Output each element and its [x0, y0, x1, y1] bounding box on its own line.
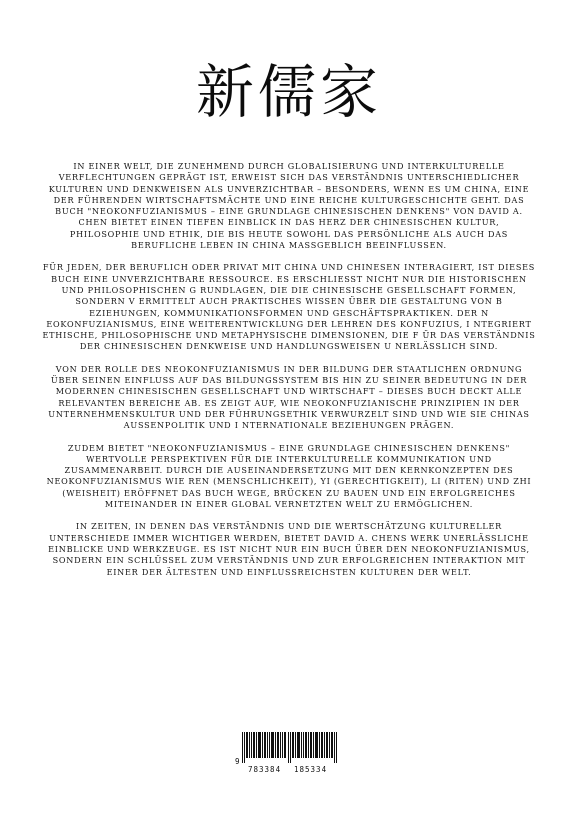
barcode-left-digits: 783384: [248, 765, 282, 774]
isbn-barcode: [232, 732, 342, 776]
book-title: 新儒家: [195, 58, 382, 126]
blurb-paragraph: FÜR JEDEN, DER BERUFLICH ODER PRIVAT MIT CHINA UND CHINESEN INTERAGIERT, IST DIESES BUCH EINE UNVERZICHTBARE RESSOURCE. ES ERSCHLIESST NICHT NUR DIE HISTORISCHEN UND PHILOSOPHISCHEN G RUNDLAGEN, DIE DIE CHINESISCHE GESELLSCHAFT FORMEN, SONDERN V ERMITTELT AUCH PRAKTISCHES WISSEN ÜBER DIE GESTALTUNG VON B EZIEHUNGEN, KOMMUNIKATIONSFORMEN UND GESCHÄFTSPRAKTIKEN. DER N EOKONFUZIANISMUS, EINE WEITERENTWICKLUNG DER LEHREN DES KONFUZIUS, I NTEGRIERT ETHISCHE, PHILOSOPHISCHE UND METAPHYSISCHE DIMENSIONEN, DIE F ÜR DAS VERSTÄNDNIS DER CHINESISCHEN DENKWEISE UND HANDLUNGSWEISEN U NERLÄSSLICH SIND.: [42, 262, 536, 352]
blurb-paragraph: VON DER ROLLE DES NEOKONFUZIANISMUS IN DER BILDUNG DER STAATLICHEN ORDNUNG ÜBER SEINEN EINFLUSS AUF DAS BILDUNGSSYSTEM BIS HIN ZU SEINER BEDEUTUNG IN DER MODERNEN CHINESISCHEN GESELLSCHAFT UND WIRTSCHAFT – DIESES BUCH DECKT ALLE RELEVANTEN BEREICHE AB. ES ZEIGT AUF, WIE NEOKONFUZIANISCHE PRINZIPIEN IN DER UNTERNEHMENSKULTUR UND DER FÜHRUNGSETHIK VERWURZELT SIND UND WIE SIE CHINAS AUSSENPOLITIK UND I NTERNATIONALE BEZIEHUNGEN PRÄGEN.: [48, 363, 530, 431]
barcode-first-digit: 9: [235, 757, 240, 766]
blurb-paragraph: ZUDEM BIETET "NEOKONFUZIANISMUS – EINE GRUNDLAGE CHINESISCHEN DENKENS" WERTVOLLE PERSPEKTIVEN FÜR DIE INTERKULTURELLE KOMMUNIKATION UND ZUSAMMENARBEIT. DURCH DIE AUSEINANDERSETZUNG MIT DEN KERNKONZEPTEN DES NEOKONFUZIANISMUS WIE REN (MENSCHLICHKEIT), YI (GERECHTIGKEIT), LI (RITEN) UND ZHI (WEISHEIT) ERÖFFNET DAS BUCH WEGE, BRÜCKEN ZU BAUEN UND EIN ERFOLGREICHES MITEINANDER IN EINER GLOBAL VERNETZTEN WELT ZU ERMÖGLICHEN.: [46, 442, 532, 510]
back-cover-blurb: [42, 161, 536, 589]
blurb-paragraph: IN ZEITEN, IN DENEN DAS VERSTÄNDNIS UND DIE WERTSCHÄTZUNG KULTURELLER UNTERSCHIEDE IMMER WICHTIGER WERDEN, BIETET DAVID A. CHENS WERK UNERLÄSSLICHE EINBLICKE UND WERKZEUGE. ES IST NICHT NUR EIN BUCH ÜBER DEN NEOKONFUZIANISMUS, SONDERN EIN SCHLÜSSEL ZUM VERSTÄNDNIS UND ZUR ERFOLGREICHEN INTERAKTION MIT EINER DER ÄLTESTEN UND EINFLUSSREICHSTEN KULTUREN DER WELT.: [48, 521, 530, 577]
barcode-right-digits: 185334: [294, 765, 328, 774]
barcode-graphic: [242, 732, 338, 763]
barcode-bars: [242, 732, 338, 763]
blurb-paragraph: IN EINER WELT, DIE ZUNEHMEND DURCH GLOBALISIERUNG UND INTERKULTURELLE VERFLECHTUNGEN GEPRÄGT IST, ERWEIST SICH DAS VERSTÄNDNIS UNTERSCHIEDLICHER KULTUREN UND DENKWEISEN ALS UNVERZICHTBAR – BESONDERS, WENN ES UM CHINA, EINE DER FÜHRENDEN WIRTSCHAFTSMÄCHTE UND EINE REICHE KULTURGESCHICHTE GEHT. DAS BUCH "NEOKONFUZIANISMUS – EINE GRUNDLAGE CHINESISCHEN DENKENS" VON DAVID A. CHEN BIETET EINEN TIEFEN EINBLICK IN DAS HERZ DER CHINESISCHEN KULTUR, PHILOSOPHIE UND ETHIK, DIE BIS HEUTE SOWOHL DAS PERSÖNLICHE ALS AUCH DAS BERUFLICHE LEBEN IN CHINA MASSGEBLICH BEEINFLUSSEN.: [48, 161, 530, 251]
